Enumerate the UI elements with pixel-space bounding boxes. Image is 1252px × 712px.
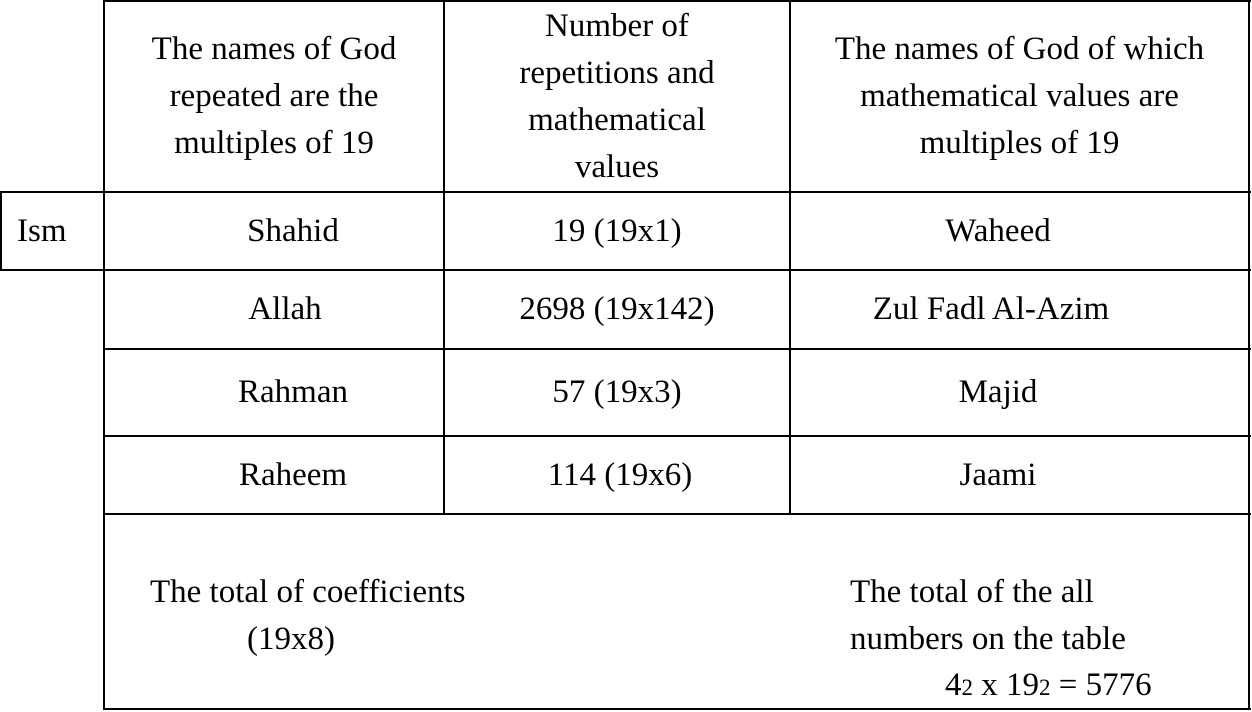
- formula-base: 4: [945, 667, 962, 703]
- table-cell-name-value: Zul Fadl Al-Azim: [872, 291, 1110, 327]
- table-cell-name: Rahman: [238, 374, 348, 410]
- formula-middle: x 19: [973, 667, 1039, 703]
- footer-total-coefficients-label: The total of coefficients: [150, 574, 466, 610]
- formula-result: = 5776: [1050, 667, 1152, 703]
- table-cell-name: Allah: [248, 291, 322, 327]
- table-cell-name-value: Majid: [958, 374, 1038, 410]
- table-cell-value: 114 (19x6): [547, 456, 693, 493]
- header-names-repeated: The names of God repeated are the multiples of 19: [151, 31, 397, 161]
- row4-bottom-line: [103, 513, 1251, 515]
- formula-exponent: 2: [1039, 675, 1051, 700]
- table-cell-name-value: Jaami: [959, 456, 1037, 493]
- footer-total-numbers-label-line1: The total of the all: [850, 574, 1094, 610]
- footer-total-formula: [945, 662, 1152, 711]
- table-cell-value: 57 (19x3): [552, 374, 682, 410]
- row-label-ism: Ism: [17, 212, 67, 249]
- table-cell-name: Raheem: [238, 456, 348, 493]
- header-repetitions-values: Number of repetitions and mathematical values: [519, 7, 715, 185]
- formula-exponent: 2: [961, 675, 973, 700]
- table-cell-name-value: Waheed: [945, 212, 1051, 249]
- table-cell-name: Shahid: [247, 212, 339, 249]
- table-cell-value: 19 (19x1): [552, 212, 682, 249]
- table-right-line: [1248, 0, 1250, 710]
- table-cell-value: 2698 (19x142): [519, 291, 715, 327]
- header-names-mathematical: The names of God of which mathematical values are multiples of 19: [834, 31, 1205, 161]
- footer-total-numbers-label-line2: numbers on the table: [850, 621, 1126, 657]
- footer-total-coefficients-value: (19x8): [247, 621, 335, 657]
